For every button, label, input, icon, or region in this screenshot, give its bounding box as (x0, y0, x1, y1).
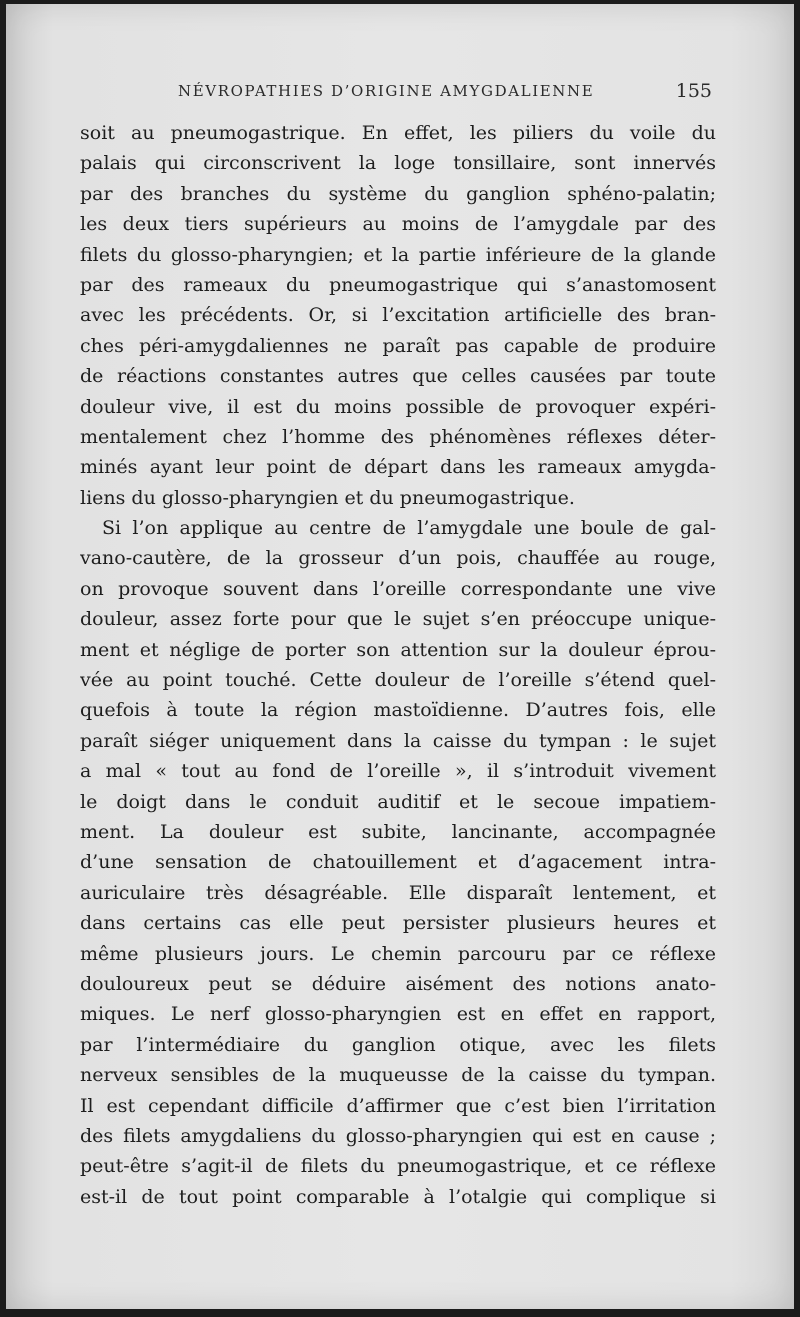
text-line: ment et néglige de porter son attention sur la douleur éprou- (80, 638, 716, 661)
text-line: on provoque souvent dans l’oreille correspondante une vive (80, 577, 716, 600)
text-line: par des rameaux du pneumogastrique qui s’anastomosent (80, 273, 716, 296)
paragraph (80, 513, 716, 1212)
text-line: a mal « tout au fond de l’oreille », il s’introduit vivement (80, 760, 716, 783)
text-line: filets du glosso-pharyngien; et la partie inférieure de la glande (80, 243, 716, 266)
book-page (6, 4, 794, 1309)
text-line: par l’intermédiaire du ganglion otique, avec les filets (80, 1033, 716, 1056)
text-line: quefois à toute la région mastoïdienne. D’autres fois, elle (80, 699, 716, 722)
page-header (178, 80, 718, 110)
text-line: nerveux sensibles de la muqueusse de la caisse du tympan. (80, 1064, 716, 1087)
text-line: de réactions constantes autres que celles causées par toute (80, 365, 716, 388)
body-text (80, 118, 716, 1212)
text-line: vano-cautère, de la grosseur d’un pois, chauffée au rouge, (80, 547, 716, 570)
text-line: d’une sensation de chatouillement et d’agacement intra- (80, 851, 716, 874)
text-line: paraît siéger uniquement dans la caisse du tympan : le sujet (80, 729, 716, 752)
text-line: est-il de tout point comparable à l’otalgie qui complique si (80, 1185, 716, 1208)
text-line: ment. La douleur est subite, lancinante, accompagnée (80, 820, 716, 843)
text-line: mentalement chez l’homme des phénomènes réflexes déter- (80, 425, 716, 448)
text-line: liens du glosso-pharyngien et du pneumogastrique. (80, 486, 575, 509)
text-line: auriculaire très désagréable. Elle disparaît lentement, et (80, 881, 716, 904)
text-line: palais qui circonscrivent la loge tonsillaire, sont innervés (80, 152, 716, 175)
text-line: Il est cependant difficile d’affirmer que c’est bien l’irritation (80, 1094, 716, 1117)
text-line: minés ayant leur point de départ dans les rameaux amygda- (80, 456, 716, 479)
text-line: douleur vive, il est du moins possible de provoquer expéri- (80, 395, 716, 418)
text-line: avec les précédents. Or, si l’excitation artificielle des bran- (80, 304, 716, 327)
text-line: ches péri-amygdaliennes ne paraît pas capable de produire (80, 334, 716, 357)
text-line: des filets amygdaliens du glosso-pharyngien qui est en cause ; (80, 1124, 716, 1147)
running-head: NÉVROPATHIES D’ORIGINE AMYGDALIENNE (178, 82, 595, 100)
text-line: même plusieurs jours. Le chemin parcouru par ce réflexe (80, 942, 716, 965)
text-line: les deux tiers supérieurs au moins de l’amygdale par des (80, 213, 716, 236)
page-number: 155 (675, 80, 712, 102)
text-line: par des branches du système du ganglion sphéno-palatin; (80, 182, 716, 205)
text-line: le doigt dans le conduit auditif et le secoue impatiem- (80, 790, 716, 813)
text-line: dans certains cas elle peut persister plusieurs heures et (80, 912, 716, 935)
text-line: miques. Le nerf glosso-pharyngien est en effet en rapport, (80, 1003, 716, 1026)
paragraph (80, 118, 716, 513)
text-line: douleur, assez forte pour que le sujet s’en préoccupe unique- (80, 608, 716, 631)
text-line: douloureux peut se déduire aisément des notions anato- (80, 972, 716, 995)
text-line: peut-être s’agit-il de filets du pneumogastrique, et ce réflexe (80, 1155, 716, 1178)
text-line: soit au pneumogastrique. En effet, les piliers du voile du (80, 122, 716, 144)
text-line: Si l’on applique au centre de l’amygdale une boule de gal- (102, 517, 716, 540)
text-line: vée au point touché. Cette douleur de l’oreille s’étend quel- (80, 669, 716, 692)
